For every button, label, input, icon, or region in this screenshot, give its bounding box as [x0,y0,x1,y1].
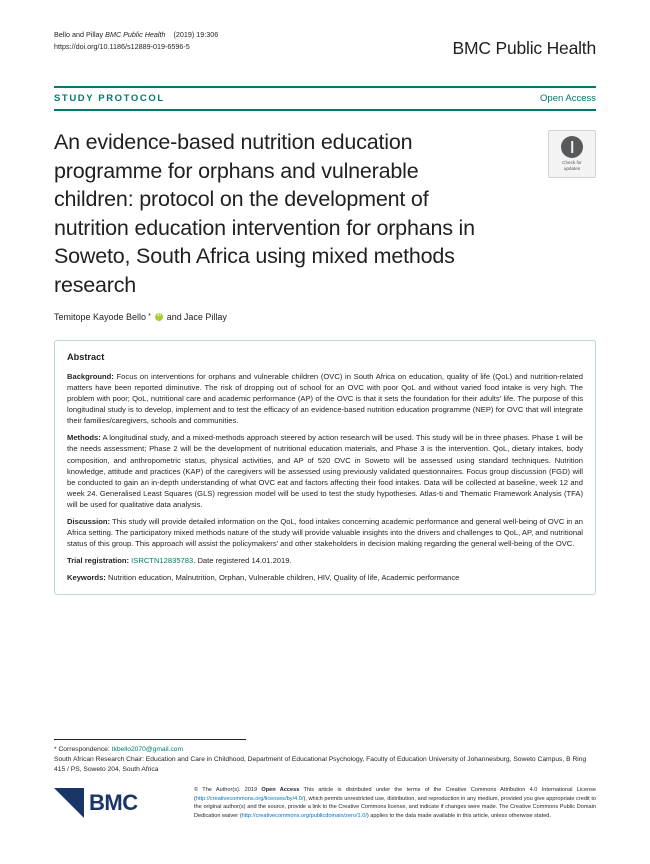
license-body-3: ) applies to the data made available in this article, unless otherwise stated. [366,812,551,819]
correspondence-block [54,745,596,774]
footer-bottom [54,786,596,820]
abstract-methods-text: A longitudinal study, and a mixed-methods approach steered by action research will be used. This study will be in three phases. Phase 1 will be the needs assessment; Phase 2 will be the development of nutritional education materials, and Phase 3 is the intervention. QoL, dietary intakes, body composition, and anthropometric status, physical activities, and AP of 520 OVC in Soweto will be assessed using standard techniques. Nutrition knowledge, attitude and practices (KAP) of the caregivers will be assessed using previously validated questionnaires. Focus group discussion (FGD) will be conducted to gain an in-depth understanding of what OVC eat and factors affecting their food intakes. Data will be collected at baseline, week 12 and week 24. Generalised Least Squares (GLS) regression model will be used to test the study hypotheses. Atlas-ti and Thematic Framework Analysis (TFA) will be used for qualitative data analysis. [67,433,583,509]
abstract-background-label: Background: [67,371,114,381]
article-type-label: STUDY PROTOCOL [54,93,165,104]
page-header [54,0,596,59]
doi-text: https://doi.org/10.1186/s12889-019-6596-5 [54,41,190,51]
trial-registration-link[interactable]: ISRCTN12835783 [131,556,194,566]
author-first: Temitope Kayode Bello [54,311,147,322]
keywords-text: Nutrition education, Malnutrition, Orphan, Vulnerable children, HIV, Quality of life, Academic performance [105,573,460,583]
crossmark-box[interactable] [548,130,596,178]
crossmark-icon [561,136,583,158]
article-type-bar [54,86,596,111]
trial-registration-date: . Date registered 14.01.2019. [193,556,292,566]
abstract-methods [67,432,583,510]
trial-registration-label: Trial registration: [67,556,130,566]
keywords-label: Keywords: [67,573,106,583]
abstract-methods-label: Methods: [67,433,101,443]
crossmark-line2: updates [563,166,581,171]
citation-line [54,30,218,41]
bmc-logo [54,786,182,818]
crossmark-line1: Check for [562,160,582,166]
license-lead: © The Author(s). 2019 [194,787,262,794]
abstract-box [54,340,596,596]
citation-authors: Bello and Pillay [54,30,106,39]
correspondence-label: * Correspondence: [54,746,110,754]
license-body-2: ), which permits unrestricted use, distribution, and reproduction in any medium, provided you give appropriate credit to the original author(s) and the source, provide a link to the Creative Commons license, and indicate if changes were made. The Creative Commons Public Domain Dedication waiver ( [194,795,596,819]
orcid-icon[interactable] [155,313,163,321]
author-list [54,312,596,322]
bmc-logo-text: BMC [89,790,138,816]
author-separator: and [166,311,182,322]
license-open-access: Open Access [261,787,300,794]
page-title: An evidence-based nutrition education programme for orphans and vulnerable children: protocol on the development of nutrition education intervention for orphans in Soweto, South Africa using mixed methods research [54,130,475,297]
abstract-discussion-label: Discussion: [67,516,111,526]
footer-divider [54,739,246,740]
abstract-keywords [67,572,583,583]
abstract-background [67,371,583,426]
license-text [194,786,596,820]
license-link-1[interactable]: http://creativecommons.org/licenses/by/4.0/ [195,795,304,802]
open-access-label: Open Access [540,93,596,104]
bmc-logo-mark-icon [54,788,84,818]
page-footer [54,739,596,820]
abstract-discussion-text: This study will provide detailed information on the QoL, food intakes concerning academic performance and general well-being of OVC in an Africa setting. The participatory mixed methods nature of the study will provide valuable insights into the drivers and challenges to QoL, AP, and nutritional status of this group. This approach will assist the policymakers' and other stakeholders in decision making regarding the general well-being of the OVC. [67,516,583,549]
title-section [54,128,596,300]
affiliation-text: South African Research Chair: Education and Care in Childhood, Department of Educational Psychology, Faculty of Education University of Johannesburg, Soweto Campus, B Ring 415 / PS, Soweto 204, South Africa [54,756,587,773]
abstract-heading: Abstract [67,351,105,362]
abstract-background-text: Focus on interventions for orphans and vulnerable children (OVC) in South Africa on education, quality of life (QoL) and nutrition-related matters have been reported diminutive. The risk of dropping out of school for an OVC with poor QoL and without varied food intake is very high. The problem with poor; QoL, nutritional care and academic performance (AP) of the OVC is that it sets the foundation for their adults' life. The purpose of this longitudinal study is to develop, implement and to test the efficacy of an evidence-based nutrition education programme (NEP) for OVC that will integrate their families/caregivers, schools and communities. [67,371,583,426]
citation-block [54,30,218,53]
license-body-1: This article is distributed under the terms of the Creative Commons Attribution 4.0 International License ( [194,787,596,802]
license-link-2[interactable]: http://creativecommons.org/publicdomain/zero/1.0/ [241,812,367,819]
correspondence-star: * [148,313,151,321]
citation-journal: BMC Public Health [105,30,166,39]
abstract-discussion [67,516,583,549]
citation-volume: (2019) 19:306 [173,30,219,39]
author-second: Jace Pillay [183,311,227,322]
journal-brand: BMC Public Health [452,38,596,58]
abstract-trial-registration [67,555,583,566]
correspondence-email-link[interactable]: tkbello2070@gmail.com [111,746,184,754]
crossmark-badge[interactable] [548,130,596,178]
